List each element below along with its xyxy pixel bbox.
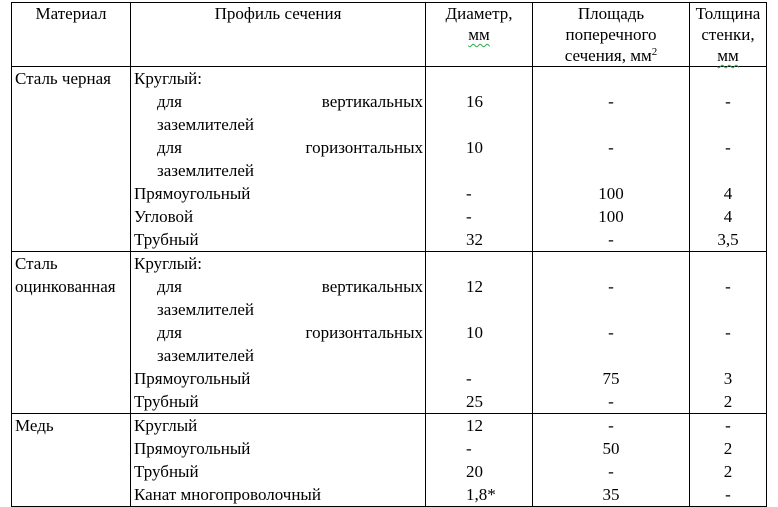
wall-thickness-value: 4	[723, 207, 733, 226]
profile-subtype-orientation: горизонтальных	[305, 138, 423, 157]
profile-subtype	[134, 275, 425, 298]
wall-thickness-value: 3	[723, 369, 733, 388]
material-name: Сталь	[15, 254, 58, 273]
profile-subtype-object: заземлителей	[157, 115, 254, 134]
profile-subtype-prefix: для	[157, 323, 182, 342]
diameter-value: 1,8*	[466, 485, 496, 504]
profile-name: Канат многопроволочный	[134, 485, 321, 504]
wall-thickness-value: 2	[723, 439, 733, 458]
profile-subtype-object: заземлителей	[157, 300, 254, 319]
diameter-value: -	[466, 184, 472, 203]
area-value: -	[608, 416, 614, 435]
profile-name: Круглый:	[134, 254, 202, 273]
spacer	[426, 159, 532, 182]
profile-subtype-object: заземлителей	[157, 346, 254, 365]
area-value	[533, 67, 689, 90]
material-cell	[12, 414, 131, 507]
spacer	[426, 344, 532, 367]
wall-thickness-value: 3,5	[717, 230, 739, 249]
profile-name: Прямоугольный	[134, 439, 251, 458]
diameter-cell	[426, 414, 533, 507]
wall-thickness-value	[690, 252, 766, 275]
spacer	[426, 113, 532, 136]
diameter-value: 12	[466, 277, 483, 296]
area-value: -	[608, 462, 614, 481]
wall-thickness-value: 4	[723, 184, 733, 203]
profile-subtype-prefix: для	[157, 92, 182, 111]
profile-subtype-prefix: для	[157, 277, 182, 296]
diameter-value: 12	[466, 416, 483, 435]
area-value: -	[608, 277, 614, 296]
profile-cell	[131, 414, 426, 507]
area-cell	[533, 252, 690, 414]
wall-thickness-value: -	[725, 416, 731, 435]
diameter-value: 32	[466, 230, 483, 249]
profile-name: Угловой	[134, 207, 194, 226]
area-value: -	[608, 392, 614, 411]
header-row	[12, 3, 767, 67]
area-value: 35	[602, 485, 620, 504]
diameter-cell	[426, 67, 533, 252]
material-cell	[12, 252, 131, 414]
area-value: 100	[598, 184, 624, 203]
area-cell	[533, 67, 690, 252]
grounding-materials-table	[11, 2, 767, 507]
profile-name: Прямоугольный	[134, 369, 251, 388]
diameter-value: 10	[466, 138, 483, 157]
diameter-value	[426, 67, 532, 90]
profile-name: Трубный	[134, 462, 199, 481]
wall-thickness-value: 2	[723, 462, 733, 481]
area-value: 100	[598, 207, 624, 226]
diameter-value: 10	[466, 323, 483, 342]
spacer	[533, 344, 689, 367]
diameter-value: -	[466, 439, 472, 458]
diameter-value: 16	[466, 92, 483, 111]
diameter-value	[426, 252, 532, 275]
profile-cell	[131, 67, 426, 252]
material-group-row	[12, 252, 767, 414]
area-value: -	[608, 323, 614, 342]
material-group-row	[12, 414, 767, 507]
material-name: Медь	[15, 416, 54, 435]
area-value	[533, 252, 689, 275]
profile-subtype-orientation: горизонтальных	[305, 323, 423, 342]
diameter-value: 20	[466, 462, 483, 481]
profile-name: Прямоугольный	[134, 184, 251, 203]
wall-thickness-value: -	[725, 485, 731, 504]
profile-name: Трубный	[134, 392, 199, 411]
profile-name: Трубный	[134, 230, 199, 249]
profile-subtype	[134, 136, 425, 159]
area-cell	[533, 414, 690, 507]
profile-subtype-object: заземлителей	[157, 161, 254, 180]
spacer	[533, 159, 689, 182]
wall-thickness-value	[690, 67, 766, 90]
spacer	[690, 159, 766, 182]
profile-subtype-orientation: вертикальных	[321, 92, 423, 111]
area-value: 50	[602, 439, 620, 458]
wall-thickness-cell	[690, 252, 767, 414]
wall-thickness-value: 2	[723, 392, 733, 411]
profile-cell	[131, 252, 426, 414]
area-value: -	[608, 92, 614, 111]
area-value: 75	[602, 369, 620, 388]
wall-thickness-value: -	[725, 323, 731, 342]
spacer	[690, 113, 766, 136]
diameter-value: 25	[466, 392, 483, 411]
area-value: -	[608, 138, 614, 157]
diameter-value: -	[466, 207, 472, 226]
diameter-value: -	[466, 369, 472, 388]
spacer	[533, 113, 689, 136]
profile-subtype-orientation: вертикальных	[321, 277, 423, 296]
wall-thickness-value: -	[725, 92, 731, 111]
table-body	[12, 67, 767, 507]
header-area: Площадь поперечного сечения, $мм^2$	[533, 3, 690, 67]
profile-subtype	[134, 90, 425, 113]
material-name: Сталь черная	[15, 69, 111, 88]
wall-thickness-cell	[690, 67, 767, 252]
material-cell	[12, 67, 131, 252]
profile-subtype	[134, 321, 425, 344]
wall-thickness-value: -	[725, 277, 731, 296]
material-group-row	[12, 67, 767, 252]
wall-thickness-value: -	[725, 138, 731, 157]
spacer	[690, 298, 766, 321]
diameter-cell	[426, 252, 533, 414]
spacer	[690, 344, 766, 367]
spacer	[426, 298, 532, 321]
area-value: -	[608, 230, 614, 249]
wall-thickness-cell	[690, 414, 767, 507]
header-diameter: Диаметр, мм	[426, 3, 533, 67]
profile-name: Круглый	[134, 416, 198, 435]
header-wall-thickness: Толщина стенки, мм	[690, 3, 767, 67]
header-material: Материал	[12, 3, 131, 67]
spacer	[533, 298, 689, 321]
profile-name: Круглый:	[134, 69, 202, 88]
header-profile: Профиль сечения	[131, 3, 426, 67]
material-name: оцинкованная	[15, 277, 116, 296]
profile-subtype-prefix: для	[157, 138, 182, 157]
